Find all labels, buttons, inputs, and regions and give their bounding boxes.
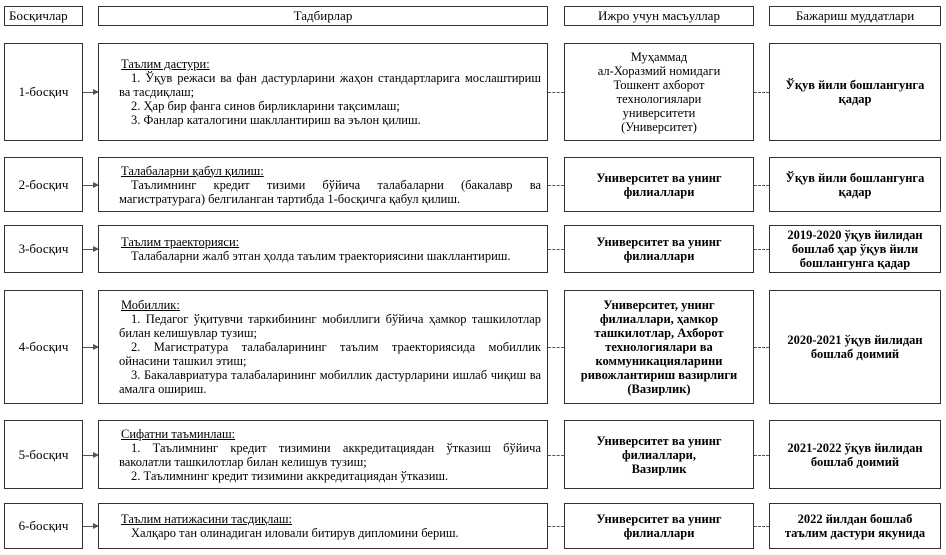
activity-item: 2. Таълимнинг кредит тизимини аккредитациядан ўтказиш. — [131, 468, 449, 483]
deadline-line: бошлаб ҳар ўқув йили — [791, 242, 919, 256]
responsible-box-2 — [564, 157, 754, 212]
dashed-connector — [548, 185, 564, 186]
responsible-line: Муҳаммад — [630, 50, 688, 64]
deadline-line: 2020-2021 ўқув йилидан — [787, 333, 923, 347]
activity-title: Таълим траекторияси: — [121, 235, 240, 249]
deadline-box-1 — [769, 43, 941, 141]
stage-label: 3-босқич — [18, 241, 69, 256]
responsible-box-1 — [564, 43, 754, 141]
responsible-line: университети — [622, 106, 696, 120]
activity-box-1 — [98, 43, 548, 141]
deadline-line: бошлангунга қадар — [799, 256, 911, 270]
deadline-line: қадар — [838, 92, 872, 106]
activity-title: Сифатни таъминлаш: — [121, 426, 236, 441]
stage-label: 6-босқич — [18, 518, 69, 533]
stage-box-5 — [4, 420, 83, 489]
responsible-line: филиаллари — [623, 526, 695, 540]
dashed-connector — [754, 92, 769, 93]
dashed-connector — [754, 526, 769, 527]
activity-box-6 — [98, 503, 548, 549]
stage-box-4 — [4, 290, 83, 404]
dashed-connector — [754, 455, 769, 456]
activity-item: Талабаларни жалб этган ҳолда таълим траекториясини шакллантириш. — [131, 249, 511, 263]
deadline-box-2 — [769, 157, 941, 212]
activity-box-4 — [98, 290, 548, 404]
stage-arrow-connector — [83, 92, 98, 93]
deadline-line: таълим дастури якунида — [784, 526, 926, 540]
stage-arrow-connector — [83, 249, 98, 250]
deadline-line: 2021-2022 ўқув йилидан — [787, 440, 923, 455]
header-deadlines — [769, 6, 941, 26]
stage-label: 4-босқич — [18, 339, 69, 354]
activity-title: Мобиллик: — [121, 298, 180, 312]
dashed-connector — [754, 347, 769, 348]
activity-box-3 — [98, 225, 548, 273]
stage-arrow-connector — [83, 526, 98, 527]
dashed-connector — [548, 455, 564, 456]
responsible-line: филиаллари, ҳамкор — [599, 312, 719, 326]
stage-label: 1-босқич — [18, 84, 69, 99]
dashed-connector — [548, 249, 564, 250]
dashed-connector — [548, 347, 564, 348]
stage-arrow-connector — [83, 185, 98, 186]
responsible-line: коммуникацияларини — [595, 354, 723, 368]
responsible-line: Университет, унинг — [603, 298, 715, 312]
activity-item: 2. Магистратура талабаларининг таълим траекториясида мобиллик ойнасини ташкил этиш; — [119, 340, 541, 368]
responsible-box-3 — [564, 225, 754, 273]
responsible-line: Университет ва унинг — [596, 235, 722, 249]
responsible-line: ривожлантириш вазирлиги — [580, 368, 738, 382]
deadline-box-3 — [769, 225, 941, 273]
dashed-connector — [754, 185, 769, 186]
activity-item: 1. Ўқув режаси ва фан дастурларини жаҳон стандартларига мослаштириш ва тасдиқлаш; — [119, 71, 541, 99]
header-activities — [98, 6, 548, 26]
deadline-line: Ўқув йили бошлангунга — [785, 170, 925, 185]
deadline-line: бошлаб доимий — [810, 454, 900, 469]
dashed-connector — [548, 92, 564, 93]
responsible-line: технологиялари — [616, 92, 702, 106]
responsible-line: ташкилотлар, Ахборот — [594, 326, 724, 340]
stage-box-6 — [4, 503, 83, 549]
responsible-line: Университет ва унинг — [596, 512, 722, 526]
responsible-box-5 — [564, 420, 754, 489]
activity-item: Халқаро тан олинадиган иловали битирув дипломини бериш. — [131, 526, 459, 540]
activity-item: 3. Бакалавриатура талабаларининг мобиллик дастурларини ишлаб чиқиш ва амалга ошириш. — [119, 368, 541, 396]
deadline-line: 2019-2020 ўқув йилидан — [787, 228, 923, 242]
header-stages-label: Босқичлар — [9, 8, 68, 23]
header-responsible-label: Ижро учун масъуллар — [598, 8, 720, 23]
stage-box-2 — [4, 157, 83, 212]
dashed-connector — [754, 249, 769, 250]
activity-item: 1. Таълимнинг кредит тизимини аккредитациядан ўтказиш бўйича ваколатли ташкилотлар билан келишув тузиш; — [119, 440, 541, 469]
stage-arrow-connector — [83, 455, 98, 456]
deadline-box-5 — [769, 420, 941, 489]
header-activities-label: Тадбирлар — [293, 8, 353, 23]
responsible-line: филиаллари, — [622, 447, 696, 462]
dashed-connector — [548, 526, 564, 527]
activity-item: 2. Ҳар бир фанга синов бирликларини тақсимлаш; — [131, 99, 400, 113]
deadline-line: қадар — [838, 184, 872, 199]
deadline-box-6 — [769, 503, 941, 549]
responsible-line: Вазирлик — [631, 461, 687, 476]
deadline-line: бошлаб доимий — [810, 347, 900, 361]
stage-box-1 — [4, 43, 83, 141]
activity-title: Талабаларни қабул қилиш: — [121, 163, 264, 178]
stage-label: 5-босқич — [18, 446, 69, 462]
deadline-line: 2022 йилдан бошлаб — [797, 512, 913, 526]
activity-item: 1. Педагог ўқитувчи таркибининг мобиллиги бўйича ҳамкор ташкилотлар билан келишувлар тузиш; — [119, 312, 541, 340]
responsible-box-6 — [564, 503, 754, 549]
responsible-line: Университет ва унинг — [596, 170, 722, 185]
stage-box-3 — [4, 225, 83, 273]
responsible-line: Тошкент ахборот — [613, 78, 705, 92]
responsible-line: филиаллари — [623, 184, 695, 199]
responsible-line: (Университет) — [621, 120, 697, 134]
activity-title: Таълим натижасини тасдиқлаш: — [121, 512, 293, 526]
responsible-line: Университет ва унинг — [596, 433, 722, 448]
header-responsible — [564, 6, 754, 26]
stage-arrow-connector — [83, 347, 98, 348]
responsible-line: филиаллари — [623, 249, 695, 263]
header-deadlines-label: Бажариш муддатлари — [795, 8, 915, 23]
deadline-box-4 — [769, 290, 941, 404]
responsible-box-4 — [564, 290, 754, 404]
stage-label: 2-босқич — [18, 176, 69, 192]
activity-title: Таълим дастури: — [121, 57, 210, 71]
activity-item: 3. Фанлар каталогини шакллантириш ва эълон қилиш. — [131, 113, 421, 127]
responsible-line: (Вазирлик) — [627, 382, 691, 396]
responsible-line: ал-Хоразмий номидаги — [597, 64, 721, 78]
responsible-line: технологиялари ва — [605, 340, 713, 354]
activity-box-2 — [98, 157, 548, 212]
activity-item: Таълимнинг кредит тизими бўйича талабаларни (бакалавр ва магистратурага) белгиланган тартибда 1-босқичга қабул қилиш. — [119, 177, 541, 206]
deadline-line: Ўқув йили бошлангунга — [785, 78, 925, 92]
header-stages — [4, 6, 83, 26]
activity-box-5 — [98, 420, 548, 489]
